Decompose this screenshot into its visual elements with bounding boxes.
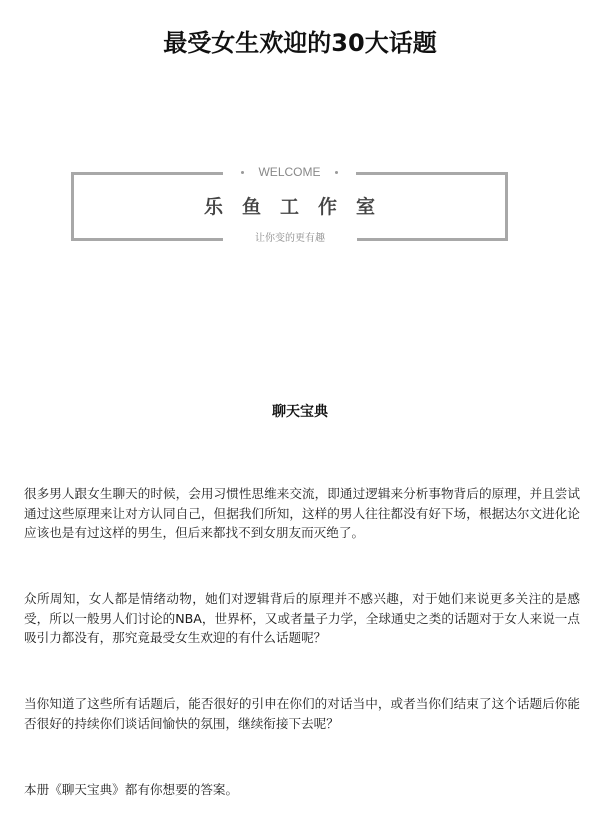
welcome-banner (71, 165, 508, 244)
dot-icon (241, 171, 244, 174)
banner-tagline: 让你变的更有趣 (255, 233, 325, 244)
paragraph-2: 众所周知，女人都是情绪动物，她们对逻辑背后的原理并不感兴趣，对于她们来说更多关注的是感受，所以一般男人们讨论的NBA，世界杯，又或者量子力学，全球通史之类的话题对于女人来说一点吸引力都没有，那究竟最受女生欢迎的有什么话题呢？ (24, 591, 580, 645)
paragraph-4: 本册《聊天宝典》都有你想要的答案。 (24, 782, 239, 797)
paragraph-3: 当你知道了这些所有话题后，能否很好的引申在你们的对话当中，或者当你们结束了这个话题后你能否很好的持续你们谈话间愉快的氛围，继续衔接下去呢？ (24, 696, 580, 731)
banner-welcome-text: WELCOME (258, 165, 321, 179)
dot-icon (335, 171, 338, 174)
banner-welcome (223, 164, 356, 180)
section-heading: 聊天宝典 (272, 404, 328, 420)
banner-border-top-right (356, 172, 508, 175)
banner-border-top-left (71, 172, 223, 175)
banner-studio-name: 乐 鱼 工 作 室 (203, 196, 375, 218)
paragraph-1: 很多男人跟女生聊天的时候，会用习惯性思维来交流，即通过逻辑来分析事物背后的原理，并且尝试通过这些原理来让对方认同自己，但据我们所知，这样的男人往往都没有好下场，根据达尔文进化论应该也是有过这样的男生，但后来都找不到女朋友而灭绝了。 (24, 486, 580, 540)
document-title: 最受女生欢迎的30大话题 (163, 29, 437, 57)
banner-border-bottom-right (357, 238, 508, 241)
banner-border-bottom-left (71, 238, 223, 241)
